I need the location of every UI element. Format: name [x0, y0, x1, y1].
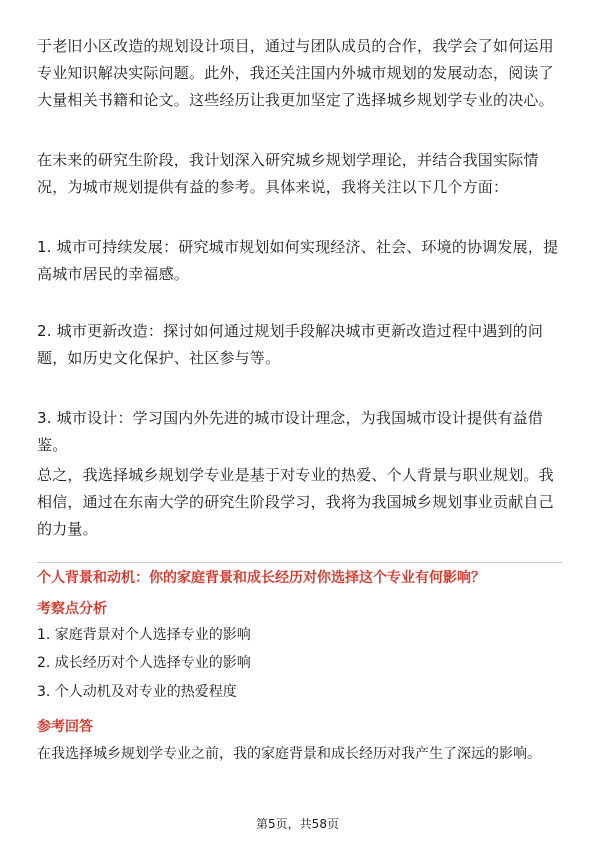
page-number-footer: 第5页，共58页 [256, 817, 339, 831]
body-paragraph: 在未来的研究生阶段，我计划深入研究城乡规划学理论，并结合我国实际情况，为城市规划提供有益的参考。具体来说，我将关注以下几个方面： [37, 151, 539, 196]
analysis-item: 2. 成长经历对个人选择专业的影响 [37, 655, 251, 671]
analysis-item: 1. 家庭背景对个人选择专业的影响 [37, 627, 251, 643]
analysis-heading: 考察点分析 [37, 601, 107, 617]
answer-heading: 参考回答 [37, 719, 93, 735]
section-divider [37, 562, 562, 563]
list-paragraph-sustainable-development: 1. 城市可持续发展：研究城市规划如何实现经济、社会、环境的协调发展，提高城市居民的幸福感。 [37, 238, 559, 283]
list-paragraph-urban-design: 3. 城市设计：学习国内外先进的城市设计理念，为我国城市设计提供有益借鉴。 [37, 409, 544, 454]
list-paragraph-urban-renewal: 2. 城市更新改造：探讨如何通过规划手段解决城市更新改造过程中遇到的问题，如历史文化保护、社区参与等。 [37, 322, 544, 367]
interview-question: 个人背景和动机：你的家庭背景和成长经历对你选择这个专业有何影响？ [37, 570, 485, 586]
body-paragraph: 于老旧小区改造的规划设计项目，通过与团队成员的合作，我学会了如何运用专业知识解决实际问题。此外，我还关注国内外城市规划的发展动态，阅读了大量相关书籍和论文。这些经历让我更加坚定了选择城乡规划学专业的决心。 [37, 37, 554, 109]
document-page [37, 0, 562, 842]
conclusion-paragraph: 总之，我选择城乡规划学专业是基于对专业的热爱、个人背景与职业规划。我相信，通过在东南大学的研究生阶段学习，我将为我国城乡规划事业贡献自己的力量。 [37, 466, 554, 538]
analysis-item: 3. 个人动机及对专业的热爱程度 [37, 684, 237, 700]
answer-text: 在我选择城乡规划学专业之前，我的家庭背景和成长经历对我产生了深远的影响。 [37, 746, 541, 762]
